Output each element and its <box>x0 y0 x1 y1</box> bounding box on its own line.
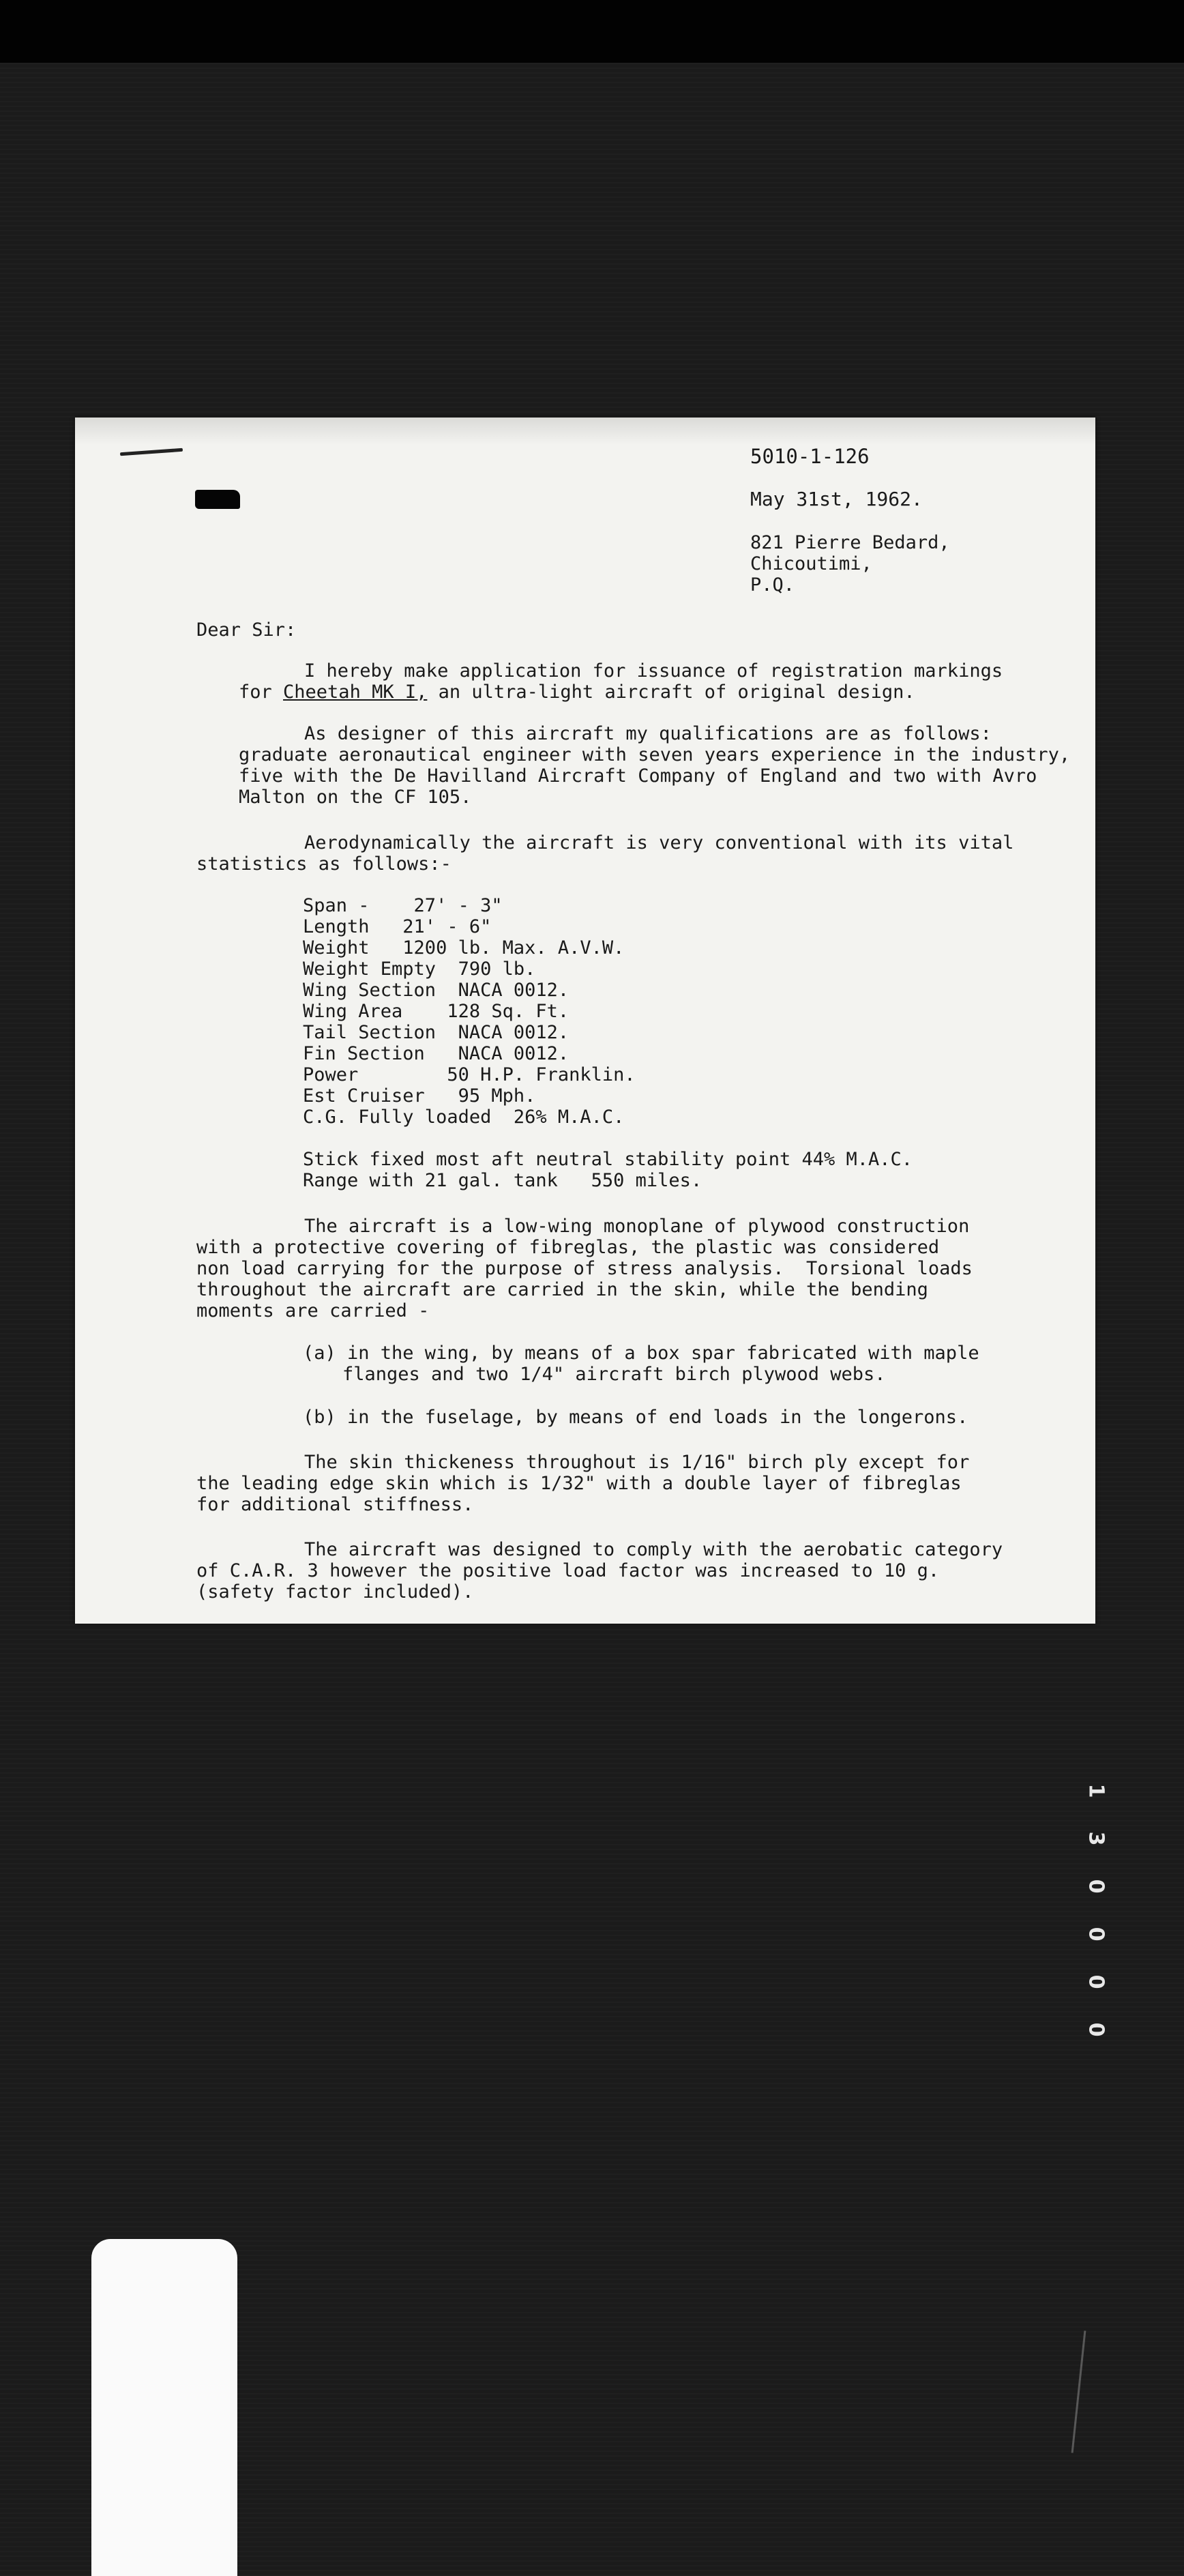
stat-weight-empty: Weight Empty 790 lb. <box>303 958 536 980</box>
frame-digit: 0 <box>1084 1879 1108 1894</box>
letter-date: May 31st, 1962. <box>750 488 923 510</box>
para4-line-3: non load carrying for the purpose of stress analysis. Torsional loads <box>196 1258 973 1279</box>
stat-wing-area: Wing Area 128 Sq. Ft. <box>303 1001 569 1022</box>
item-a-line-1: (a) in the wing, by means of a box spar fabricated with maple <box>303 1343 979 1364</box>
para6-line-3: (safety factor included). <box>196 1581 474 1602</box>
stat-span: Span - 27' - 3" <box>303 895 503 916</box>
address-line-2: Chicoutimi, <box>750 553 872 574</box>
para2-line-3: five with the De Havilland Aircraft Company of England and two with Avro <box>239 765 1037 787</box>
para2-line-2: graduate aeronautical engineer with seven years experience in the industry, <box>239 744 1071 765</box>
range-line: Range with 21 gal. tank 550 miles. <box>303 1170 702 1191</box>
salutation: Dear Sir: <box>196 619 297 641</box>
address-line-1: 821 Pierre Bedard, <box>750 532 950 553</box>
file-number: 5010-1-126 <box>750 445 870 468</box>
para4-line-1: The aircraft is a low-wing monoplane of plywood construction <box>304 1216 970 1237</box>
stat-weight: Weight 1200 lb. Max. A.V.W. <box>303 937 625 958</box>
para4-line-4: throughout the aircraft are carried in the skin, while the bending <box>196 1279 928 1300</box>
para1-line-1: I hereby make application for issuance of registration markings <box>304 660 1003 682</box>
stat-power: Power 50 H.P. Franklin. <box>303 1064 636 1085</box>
para2-line-4: Malton on the CF 105. <box>239 787 472 808</box>
address-line-3: P.Q. <box>750 574 795 596</box>
letter-page <box>75 418 1095 1624</box>
aircraft-name: Cheetah MK I, <box>283 682 428 703</box>
frame-digit: 0 <box>1084 1927 1108 1942</box>
item-b-line: (b) in the fuselage, by means of end loads in the longerons. <box>303 1407 968 1428</box>
para2-line-1: As designer of this aircraft my qualifications are as follows: <box>304 723 992 744</box>
stat-cg: C.G. Fully loaded 26% M.A.C. <box>303 1107 625 1128</box>
para5-line-3: for additional stiffness. <box>196 1494 474 1515</box>
frame-digit: 0 <box>1084 2022 1108 2037</box>
para4-line-5: moments are carried - <box>196 1300 430 1321</box>
film-top-border <box>0 0 1184 63</box>
item-a-line-2: flanges and two 1/4" aircraft birch plywood webs. <box>342 1364 886 1385</box>
stat-cruise: Est Cruiser 95 Mph. <box>303 1085 536 1107</box>
para6-line-1: The aircraft was designed to comply with the aerobatic category <box>304 1539 1003 1560</box>
para6-line-2: of C.A.R. 3 however the positive load factor was increased to 10 g. <box>196 1560 940 1581</box>
para1-suffix: an ultra-light aircraft of original design. <box>427 682 915 703</box>
para5-line-1: The skin thickeness throughout is 1/16" birch ply except for <box>304 1452 970 1473</box>
para5-line-2: the leading edge skin which is 1/32" with a double layer of fibreglas <box>196 1473 962 1494</box>
stat-fin-section: Fin Section NACA 0012. <box>303 1043 569 1064</box>
stability-line: Stick fixed most aft neutral stability point 44% M.A.C. <box>303 1149 913 1170</box>
stat-length: Length 21' - 6" <box>303 916 492 937</box>
para3-line-1: Aerodynamically the aircraft is very conventional with its vital <box>304 832 1014 853</box>
redaction-mark <box>195 490 240 509</box>
stat-wing-section: Wing Section NACA 0012. <box>303 980 569 1001</box>
frame-digit: 3 <box>1084 1831 1108 1846</box>
microfilm-frame-number <box>1082 1781 1109 2040</box>
para3-line-2: statistics as follows:- <box>196 853 452 875</box>
film-leader-mark <box>91 2239 237 2576</box>
para4-line-2: with a protective covering of fibreglas, the plastic was considered <box>196 1237 940 1258</box>
para1-line-2 <box>239 682 915 703</box>
frame-digit: 1 <box>1084 1783 1108 1798</box>
frame-digit: 0 <box>1084 1974 1108 1989</box>
para1-prefix: for <box>239 682 284 703</box>
stat-tail-section: Tail Section NACA 0012. <box>303 1022 569 1043</box>
page-edge-shadow <box>75 418 1095 445</box>
pen-dash-mark <box>120 448 183 456</box>
